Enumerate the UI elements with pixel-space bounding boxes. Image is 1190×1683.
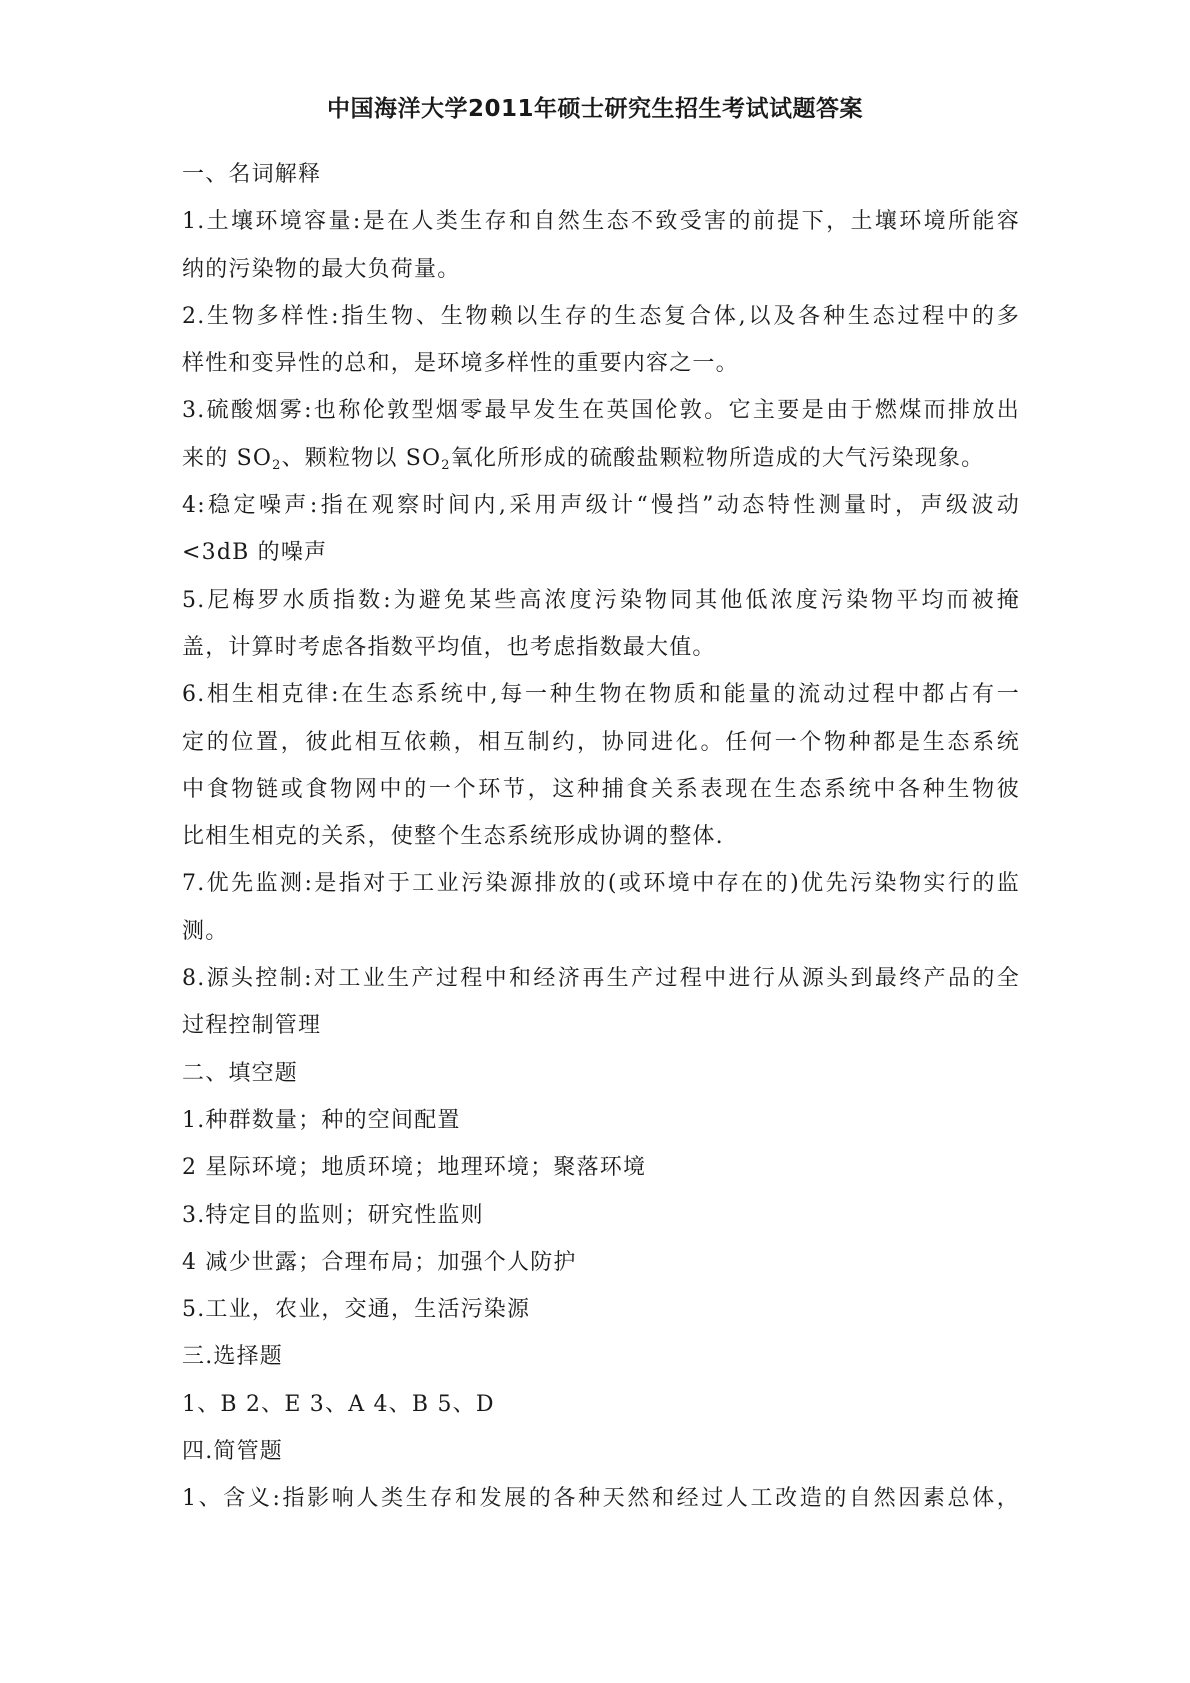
paragraph-line: 盖，计算时考虑各指数平均值，也考虑指数最大值。 <box>182 634 716 660</box>
text-fragment: 来的 SO <box>182 445 273 471</box>
paragraph-line: 定的位置，彼此相互依赖，相互制约，协同进化。任何一个物种都是生态系统 <box>182 729 1020 755</box>
paragraph-line: 中食物链或食物网中的一个环节，这种捕食关系表现在生态系统中各种生物彼 <box>182 776 1020 802</box>
paragraph-line: 2.生物多样性:指生物、生物赖以生存的生态复合体,以及各种生态过程中的多 <box>182 303 1020 329</box>
paragraph-line-with-formula <box>182 435 1020 482</box>
paragraph-line: 6.相生相克律:在生态系统中,每一种生物在物质和能量的流动过程中都占有一 <box>182 682 1020 708</box>
section-heading: 四.简管题 <box>182 1439 283 1465</box>
paragraph-line: 7.优先监测:是指对于工业污染源排放的(或环境中存在的)优先污染物实行的监 <box>182 871 1020 897</box>
paragraph-line: 纳的污染物的最大负荷量。 <box>182 256 461 282</box>
text-fragment: 氧化所形成的硫酸盐颗粒物所造成的大气污染现象。 <box>450 445 985 471</box>
subscript: 2 <box>441 457 451 473</box>
list-item: 3.特定目的监则；研究性监则 <box>182 1202 484 1228</box>
answer-line: 1、B 2、E 3、A 4、B 5、D <box>182 1391 495 1417</box>
paragraph-line: <3dB 的噪声 <box>182 540 328 566</box>
text-fragment: 、颗粒物以 SO <box>281 445 442 471</box>
paragraph-line: 8.源头控制:对工业生产过程中和经济再生产过程中进行从源头到最终产品的全 <box>182 966 1020 992</box>
list-item: 1.种群数量；种的空间配置 <box>182 1107 461 1133</box>
section-heading: 一、名词解释 <box>182 162 322 187</box>
list-item: 5.工业，农业，交通，生活污染源 <box>182 1297 531 1323</box>
paragraph-line: 过程控制管理 <box>182 1013 322 1039</box>
paragraph-line: 样性和变异性的总和，是环境多样性的重要内容之一。 <box>182 351 739 377</box>
paragraph-line: 1、含义:指影响人类生存和发展的各种天然和经过人工改造的自然因素总体， <box>182 1486 1020 1512</box>
paragraph-line: 比相生相克的关系，使整个生态系统形成协调的整体. <box>182 824 724 850</box>
paragraph-line: 4:稳定噪声:指在观察时间内,采用声级计“慢挡”动态特性测量时，声级波动 <box>182 493 1020 519</box>
section-heading: 二、填空题 <box>182 1060 299 1086</box>
document-body <box>182 151 1020 1523</box>
paragraph-line: 1.土壤环境容量:是在人类生存和自然生态不致受害的前提下，土壤环境所能容 <box>182 209 1020 235</box>
paragraph-line: 5.尼梅罗水质指数:为避免某些高浓度污染物同其他低浓度污染物平均而被掩 <box>182 587 1020 613</box>
page-title: 中国海洋大学2011年硕士研究生招生考试试题答案 <box>326 96 863 122</box>
paragraph-line: 3.硫酸烟雾:也称伦敦型烟零最早发生在英国伦敦。它主要是由于燃煤而排放出 <box>182 398 1020 424</box>
section-heading: 三.选择题 <box>182 1344 283 1370</box>
list-item: 2 星际环境；地质环境；地理环境；聚落环境 <box>182 1155 647 1181</box>
subscript: 2 <box>272 457 282 473</box>
list-item: 4 减少世露；合理布局；加强个人防护 <box>182 1249 577 1275</box>
paragraph-line: 测。 <box>182 918 229 944</box>
